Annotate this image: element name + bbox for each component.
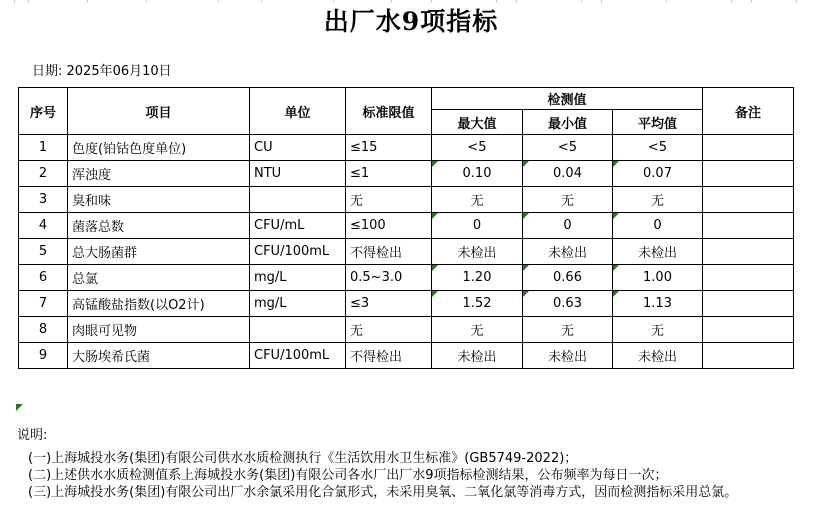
cell-no: 8 [19, 317, 68, 343]
notes-label: 说明: [17, 428, 48, 443]
cell-item: 高锰酸盐指数(以O2计) [68, 291, 250, 317]
cell-no: 7 [19, 291, 68, 317]
indicators-table [18, 87, 794, 369]
cell-max: 1.52 [432, 291, 523, 317]
cell-min: 未检出 [523, 239, 613, 265]
note-line: (三)上海城投水务(集团)有限公司出厂水余氯采用化合氯形式，未采用臭氧、二氧化氯等消毒方式，因而检测指标采用总氯。 [28, 485, 738, 500]
cell-no: 3 [19, 187, 68, 213]
cell-avg: 无 [613, 187, 703, 213]
col-header-unit: 单位 [250, 88, 346, 135]
col-header-limit: 标准限值 [346, 88, 432, 135]
cell-min: 未检出 [523, 343, 613, 369]
cell-avg: 1.13 [613, 291, 703, 317]
note-line: (一)上海城投水务(集团)有限公司供水水质检测执行《生活饮用水卫生标准》(GB5749-2022)； [28, 451, 578, 466]
cell-item: 臭和味 [68, 187, 250, 213]
cell-unit [250, 187, 346, 213]
cell-max: <5 [432, 135, 523, 161]
table-row [19, 291, 794, 317]
cell-remark [703, 187, 794, 213]
cell-remark [703, 265, 794, 291]
cell-avg: 未检出 [613, 239, 703, 265]
cell-unit: CFU/100mL [250, 239, 346, 265]
cell-unit: CU [250, 135, 346, 161]
cell-limit: 不得检出 [346, 343, 432, 369]
cell-item: 总大肠菌群 [68, 239, 250, 265]
cell-remark [703, 291, 794, 317]
excel-flag-icon [16, 404, 23, 411]
cell-remark [703, 135, 794, 161]
cell-max: 无 [432, 187, 523, 213]
cell-max: 0.10 [432, 161, 523, 187]
cell-item: 肉眼可见物 [68, 317, 250, 343]
cell-remark [703, 317, 794, 343]
cell-min: 0.04 [523, 161, 613, 187]
table-row [19, 343, 794, 369]
cell-item: 色度(铂钴色度单位) [68, 135, 250, 161]
cell-unit: mg/L [250, 291, 346, 317]
col-header-min: 最小值 [523, 110, 613, 135]
cell-max: 1.20 [432, 265, 523, 291]
cell-remark [703, 161, 794, 187]
col-header-no: 序号 [19, 88, 68, 135]
cell-max: 0 [432, 213, 523, 239]
report-date: 日期: 2025年06月10日 [32, 64, 172, 79]
cell-unit: CFU/100mL [250, 343, 346, 369]
table-row [19, 239, 794, 265]
cell-limit: ≤1 [346, 161, 432, 187]
cell-unit: CFU/mL [250, 213, 346, 239]
cell-no: 1 [19, 135, 68, 161]
cell-item: 总氯 [68, 265, 250, 291]
page-title: 出厂水9项指标 [323, 7, 499, 36]
cell-min: 无 [523, 187, 613, 213]
cell-avg: 0.07 [613, 161, 703, 187]
col-header-avg: 平均值 [613, 110, 703, 135]
notes-block [28, 450, 737, 501]
table-row [19, 317, 794, 343]
cell-limit: ≤3 [346, 291, 432, 317]
cell-no: 5 [19, 239, 68, 265]
col-header-detection: 检测值 [432, 88, 703, 110]
cell-no: 9 [19, 343, 68, 369]
cell-min: 0 [523, 213, 613, 239]
table-row [19, 187, 794, 213]
cell-item: 大肠埃希氏菌 [68, 343, 250, 369]
table-row [19, 213, 794, 239]
col-header-remark: 备注 [703, 88, 794, 135]
table-row [19, 161, 794, 187]
cell-remark [703, 213, 794, 239]
table-row [19, 265, 794, 291]
cell-avg: 无 [613, 317, 703, 343]
cell-min: <5 [523, 135, 613, 161]
cell-min: 无 [523, 317, 613, 343]
cell-unit: NTU [250, 161, 346, 187]
cell-min: 0.66 [523, 265, 613, 291]
cell-max: 无 [432, 317, 523, 343]
cell-max: 未检出 [432, 343, 523, 369]
cell-no: 4 [19, 213, 68, 239]
col-header-item: 项目 [68, 88, 250, 135]
cell-remark [703, 239, 794, 265]
table-row [19, 135, 794, 161]
cell-limit: 无 [346, 317, 432, 343]
cell-min: 0.63 [523, 291, 613, 317]
col-header-max: 最大值 [432, 110, 523, 135]
cell-avg: 0 [613, 213, 703, 239]
cell-limit: 0.5~3.0 [346, 265, 432, 291]
cell-remark [703, 343, 794, 369]
cell-item: 浑浊度 [68, 161, 250, 187]
cell-limit: 无 [346, 187, 432, 213]
cell-avg: <5 [613, 135, 703, 161]
cell-limit: 不得检出 [346, 239, 432, 265]
cell-limit: ≤15 [346, 135, 432, 161]
cell-avg: 未检出 [613, 343, 703, 369]
cell-unit [250, 317, 346, 343]
note-line: (二)上述供水水质检测值系上海城投水务(集团)有限公司各水厂出厂水9项指标检测结果，公布频率为每日一次； [28, 468, 668, 483]
cell-no: 6 [19, 265, 68, 291]
cell-limit: ≤100 [346, 213, 432, 239]
cell-no: 2 [19, 161, 68, 187]
cell-unit: mg/L [250, 265, 346, 291]
cell-max: 未检出 [432, 239, 523, 265]
cell-avg: 1.00 [613, 265, 703, 291]
cell-item: 菌落总数 [68, 213, 250, 239]
